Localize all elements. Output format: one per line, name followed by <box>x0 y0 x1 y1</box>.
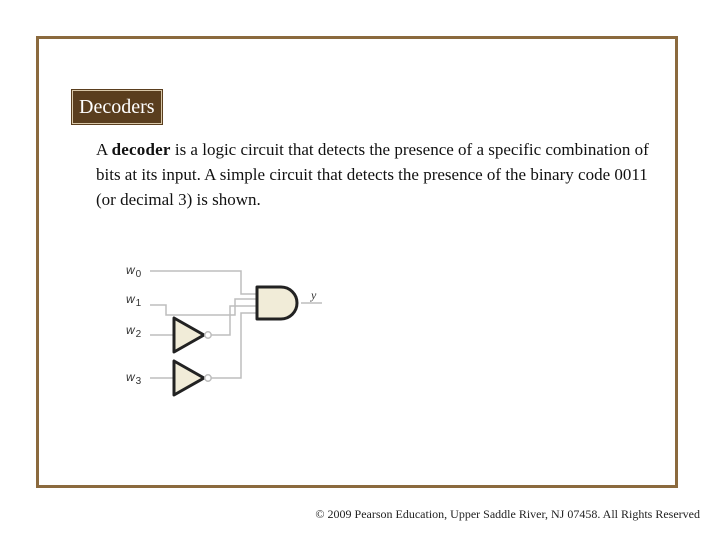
copyright-notice: © 2009 Pearson Education, Upper Saddle River, NJ 07458. All Rights Reserved <box>315 507 700 521</box>
wire-w2-out <box>211 306 257 335</box>
slide-title-box <box>72 90 162 124</box>
decoder-circuit-diagram <box>110 255 350 405</box>
body-text-part-2: is a logic circuit that detects the presence of a specific combination of bits at its input. A simple circuit that detects the presence of the binary code 0011 (or decimal 3) is shown. <box>96 140 649 209</box>
slide-title: Decoders <box>79 96 155 118</box>
wire-w0 <box>150 271 257 294</box>
body-keyword-decoder: decoder <box>111 140 171 159</box>
output-label-y: y <box>311 288 317 302</box>
input-label-w2: $w_2$ <box>126 323 142 340</box>
and-gate <box>257 287 297 319</box>
input-label-w3: $w_3$ <box>126 370 142 387</box>
body-paragraph <box>96 137 656 212</box>
input-label-w0: $w_0$ <box>126 263 142 280</box>
inverter-w2 <box>174 318 211 352</box>
input-label-w1: $w_1$ <box>126 292 142 309</box>
inverter-w3 <box>174 361 211 395</box>
body-text-part-1: A <box>96 140 112 159</box>
wire-w3-out <box>211 313 257 378</box>
